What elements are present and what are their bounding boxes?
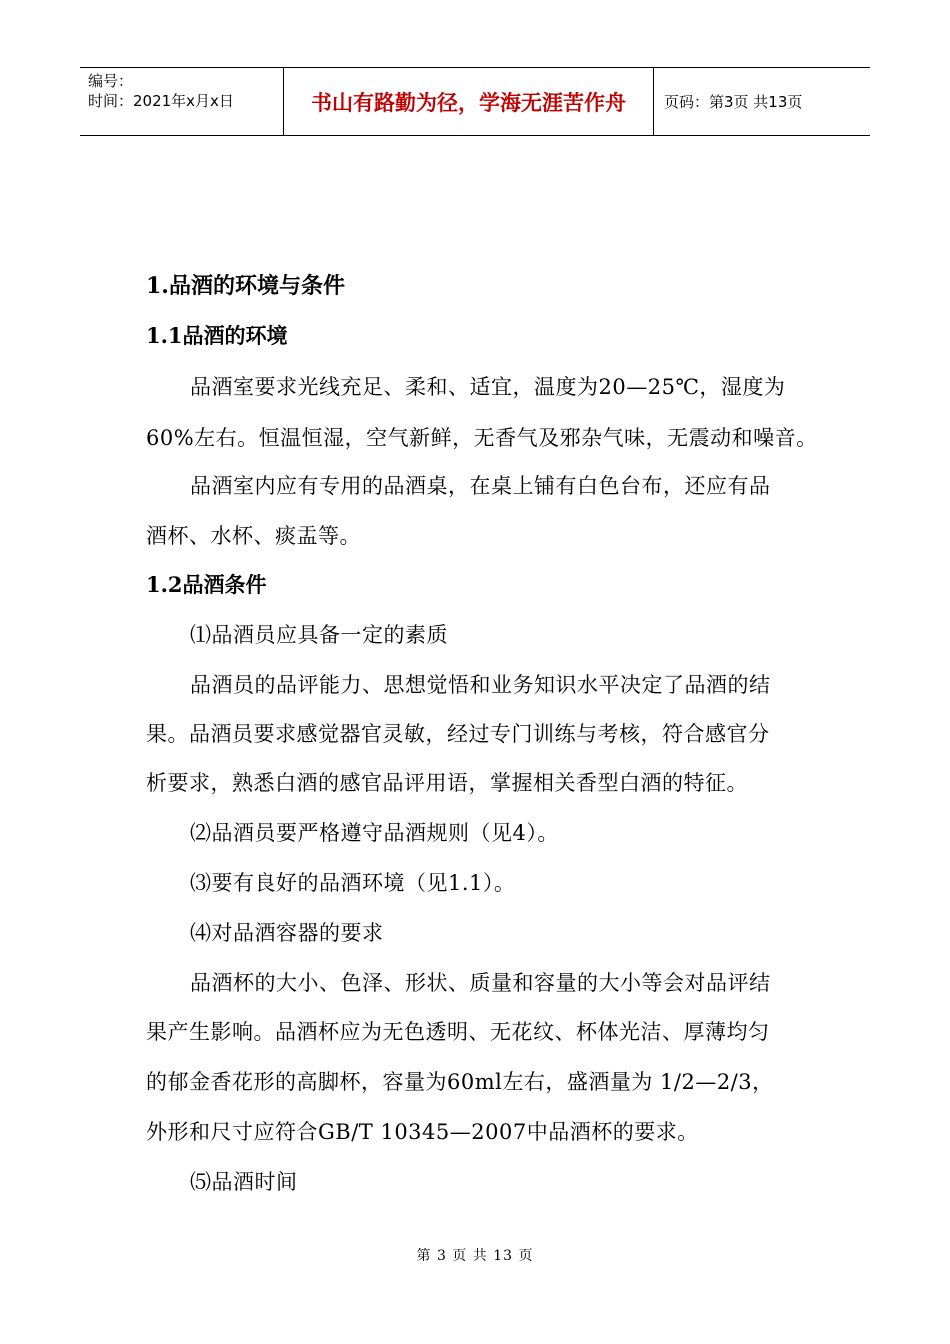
section-heading-1-1: 1.1品酒的环境 [146,323,288,348]
paragraph-line: 60%左右。恒温恒湿，空气新鲜，无香气及邪杂气味，无震动和噪音。 [146,426,818,450]
section-heading-1-2: 1.2品酒条件 [146,572,267,597]
page-footer [0,1245,950,1265]
header-table [80,67,870,136]
list-item: ⑵品酒员要严格遵守品酒规则（见4）。 [190,821,559,845]
list-item: ⑴品酒员应具备一定的素质 [190,623,448,647]
paragraph-line: 品酒员的品评能力、思想觉悟和业务知识水平决定了品酒的结 [190,673,771,697]
list-item: ⑶要有良好的品酒环境（见1.1）。 [190,871,516,895]
paragraph-line: 果产生影响。品酒杯应为无色透明、无花纹、杯体光洁、厚薄均匀 [146,1020,770,1044]
number-label: 编号： [88,72,134,90]
paragraph-line: 品酒杯的大小、色泽、形状、质量和容量的大小等会对品评结 [190,971,771,995]
paragraph-line: 果。品酒员要求感觉器官灵敏，经过专门训练与考核，符合感官分 [146,722,770,746]
paragraph-line: 品酒室内应有专用的品酒桌，在桌上铺有白色台布，还应有品 [190,474,771,498]
list-item: ⑸品酒时间 [190,1170,298,1194]
paragraph-line: 品酒室要求光线充足、柔和、适宜，温度为20—25℃，湿度为 [190,375,786,399]
page-info: 页码：第3页 共13页 [664,93,803,111]
paragraph-line: 酒杯、水杯、痰盂等。 [146,524,361,548]
header-page-cell [654,68,870,135]
paragraph-line: 外形和尺寸应符合GB/T 10345—2007中品酒杯的要求。 [146,1120,699,1144]
footer-page-number: 第 3 页 共 13 页 [416,1248,534,1264]
header-meta-cell [80,68,284,135]
motto-text: 书山有路勤为径，学海无涯苦作舟 [311,90,626,115]
header-motto-cell [284,68,654,135]
paragraph-line: 的郁金香花形的高脚杯，容量为60ml左右，盛酒量为 1/2—2/3， [146,1070,774,1094]
paragraph-line: 析要求，熟悉白酒的感官品评用语，掌握相关香型白酒的特征。 [146,771,748,795]
time-label: 时间：2021年x月x日 [88,92,234,110]
section-heading-1: 1.品酒的环境与条件 [146,273,345,299]
list-item: ⑷对品酒容器的要求 [190,921,384,945]
